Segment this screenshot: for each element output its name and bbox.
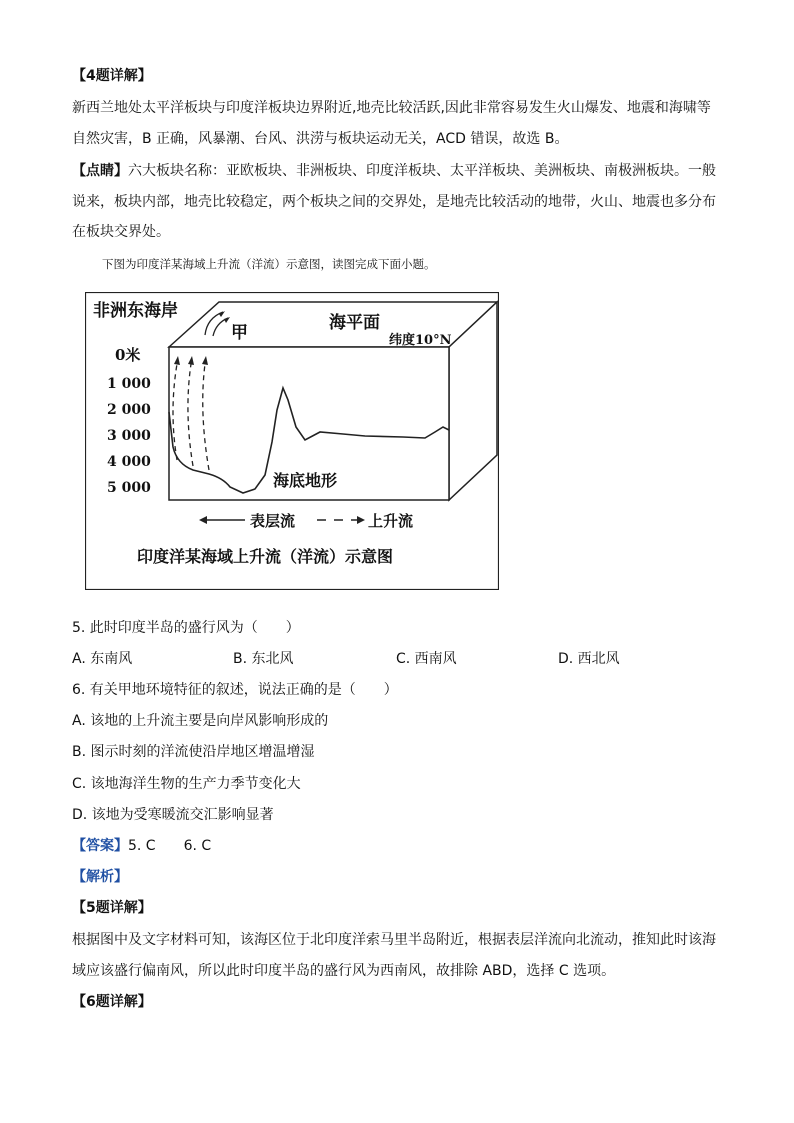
q6-option-d: D. 该地为受寒暖流交汇影响显著 [72,807,274,823]
figure-intro: 下图为印度洋某海域上升流（洋流）示意图，读图完成下面小题。 [102,257,436,271]
analysis-label: 【解析】 [72,869,128,885]
q5-stem: 5. 此时印度半岛的盛行风为（ ） [72,620,300,636]
q6-stem: 6. 有关甲地环境特征的叙述，说法正确的是（ ） [72,682,398,698]
depth-label-4000: 4 000 [107,454,151,470]
tip-label: 【点睛】 [72,163,128,179]
q5-option-d: D. 西北风 [558,651,620,667]
answer-line [72,836,211,856]
q5-option-c: C. 西南风 [396,651,457,667]
depth-label-1000: 1 000 [107,376,151,392]
legend-upwelling-label: 上升流 [368,512,414,530]
q6-heading: 【6题详解】 [72,994,152,1010]
q5-text-line1: 根据图中及文字材料可知，该海区位于北印度洋索马里半岛附近，根据表层洋流向北流动，推知此时该海 [72,932,716,948]
q4-text-line1: 新西兰地处太平洋板块与印度洋板块边界附近,地壳比较活跃,因此非常容易发生火山爆发、地震和海啸等 [72,100,711,116]
q5-text-line2: 域应该盛行偏南风，所以此时印度半岛的盛行风为西南风，故排除 ABD，选择 C 选项。 [72,963,616,979]
depth-label-0: 0米 [115,346,141,364]
depth-label-5000: 5 000 [107,480,151,496]
q4-text-line2: 自然灾害，B 正确，风暴潮、台风、洪涝与板块运动无关，ACD 错误，故选 B。 [72,131,569,147]
depth-label-2000: 2 000 [107,402,151,418]
q4-heading: 【4题详解】 [72,68,152,84]
upwelling-figure [85,292,499,590]
tip-line1 [72,161,716,181]
q6-option-a: A. 该地的上升流主要是向岸风影响形成的 [72,713,329,729]
answer-text: 5. C 6. C [128,838,212,854]
latitude-label: 纬度10°N [389,333,452,348]
q6-option-b: B. 图示时刻的洋流使沿岸地区增温增湿 [72,744,315,760]
q5-option-b: B. 东北风 [233,651,294,667]
legend-surface-label: 表层流 [250,512,296,530]
tip-line2: 说来，板块内部，地壳比较稳定，两个板块之间的交界处，是地壳比较活动的地带，火山、地震也多分布 [72,194,716,210]
seabed-label: 海底地形 [273,471,338,490]
sea-level-label: 海平面 [329,313,380,333]
q5-option-a: A. 东南风 [72,651,133,667]
tip-text: 六大板块名称：亚欧板块、非洲板块、印度洋板块、太平洋板块、美洲板块、南极洲板块。一般 [128,163,716,179]
figure-title: 印度洋某海域上升流（洋流）示意图 [137,547,394,566]
depth-label-3000: 3 000 [107,428,151,444]
q6-option-c: C. 该地海洋生物的生产力季节变化大 [72,776,301,792]
q5-heading: 【5题详解】 [72,900,152,916]
coast-label: 非洲东海岸 [93,301,178,321]
tip-line3: 在板块交界处。 [72,224,170,240]
answer-label: 【答案】 [72,838,128,854]
jia-label: 甲 [231,323,248,343]
